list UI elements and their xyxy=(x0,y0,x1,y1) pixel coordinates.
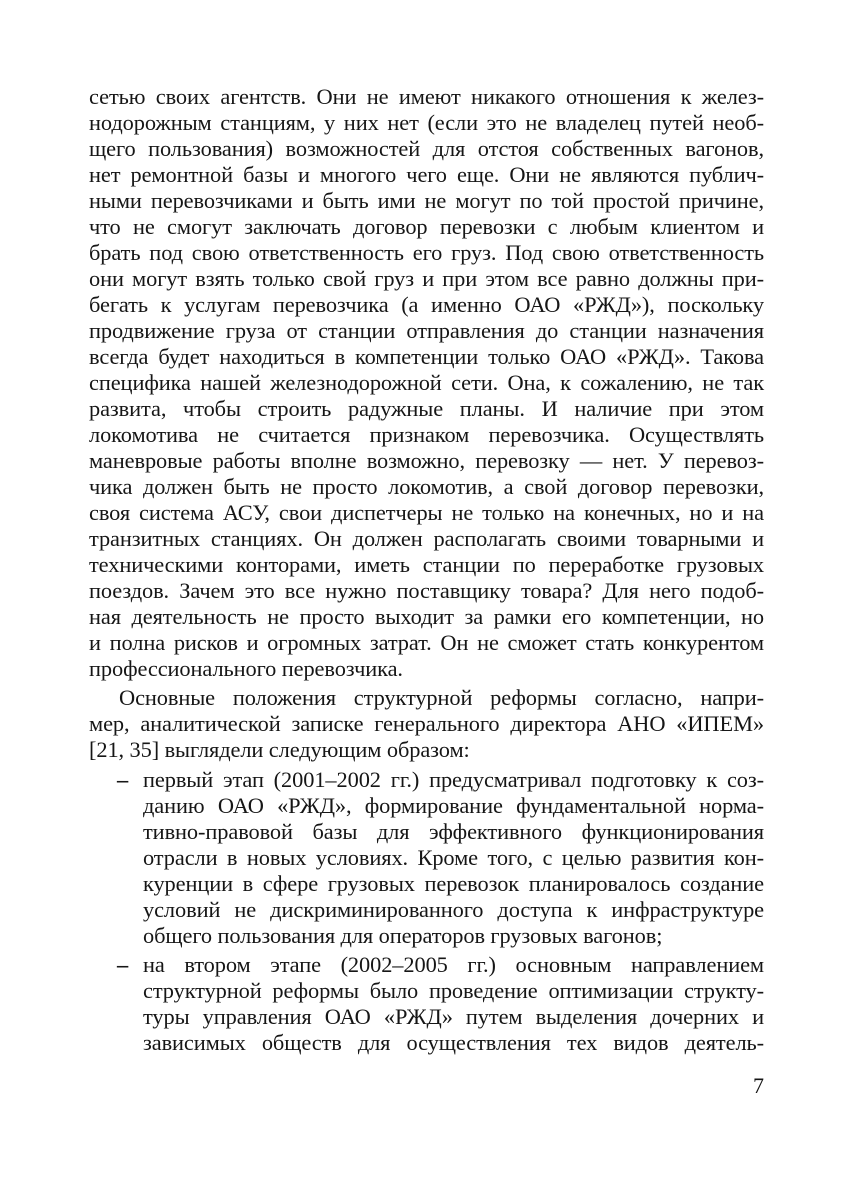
text-line: ная деятельность не просто выходит за рамки его компетенции, но xyxy=(89,604,764,629)
text-line: транзитных станциях. Он должен располагать своими товарными и xyxy=(89,526,764,551)
text-line: чика должен быть не просто локомотив, а свой договор перевозки, xyxy=(89,474,764,499)
text-line: всегда будет находиться в компетенции только ОАО «РЖД». Такова xyxy=(89,344,764,369)
text-line: ными перевозчиками и быть ими не могут по той простой причине, xyxy=(89,188,764,213)
text-line: они могут взять только свой груз и при этом все равно должны при- xyxy=(89,266,764,291)
text-line: своя система АСУ, свои диспетчеры не только на конечных, но и на xyxy=(89,500,764,525)
text-line: развита, чтобы строить радужные планы. И наличие при этом xyxy=(89,396,764,421)
text-line: специфика нашей железнодорожной сети. Она, к сожалению, не так xyxy=(89,370,764,395)
text-line: брать под свою ответственность его груз. Под свою ответственность xyxy=(89,240,764,265)
text-line: продвижение груза от станции отправления до станции назначения xyxy=(89,318,764,343)
text-line: что не смогут заключать договор перевозки с любым клиентом и xyxy=(89,214,764,239)
text-line: отрасли в новых условиях. Кроме того, с целью развития кон- xyxy=(143,845,764,870)
dash-marker: – xyxy=(117,767,129,792)
text-line: на втором этапе (2002–2005 гг.) основным направлением xyxy=(143,952,764,977)
dash-marker: – xyxy=(117,952,129,977)
text-line: туры управления ОАО «РЖД» путем выделения дочерних и xyxy=(143,1004,764,1029)
text-line: первый этап (2001–2002 гг.) предусматривал подготовку к соз- xyxy=(143,767,764,792)
text-line: щего пользования) возможностей для отстоя собственных вагонов, xyxy=(89,136,764,161)
text-line: мер, аналитической записке генерального директора АНО «ИПЕМ» xyxy=(89,711,764,736)
text-line: бегать к услугам перевозчика (а именно ОАО «РЖД»), поскольку xyxy=(89,292,764,317)
text-line: тивно-правовой базы для эффективного функционирования xyxy=(143,819,764,844)
text-line: локомотива не считается признаком перевозчика. Осуществлять xyxy=(89,422,764,447)
text-line: маневровые работы вполне возможно, перевозку — нет. У перевоз- xyxy=(89,448,764,473)
text-line: профессионального перевозчика. xyxy=(89,656,403,681)
text-line: условий не дискриминированного доступа к инфраструктуре xyxy=(143,897,764,922)
text-line: нет ремонтной базы и многого чего еще. Они не являются публич- xyxy=(89,162,764,187)
text-line: Основные положения структурной реформы согласно, напри- xyxy=(119,685,764,710)
text-line: [21, 35] выглядели следующим образом: xyxy=(89,737,470,762)
text-line: сетью своих агентств. Они не имеют никакого отношения к желез- xyxy=(89,84,764,109)
text-line: данию ОАО «РЖД», формирование фундаментальной норма- xyxy=(143,793,764,818)
text-line: структурной реформы было проведение оптимизации структу- xyxy=(143,978,764,1003)
text-line: поездов. Зачем это все нужно поставщику товара? Для него подоб- xyxy=(89,578,764,603)
text-line: зависимых обществ для осуществления тех видов деятель- xyxy=(143,1030,764,1055)
text-line: нодорожным станциям, у них нет (если это не владелец путей необ- xyxy=(89,110,764,135)
text-line: и полна рисков и огромных затрат. Он не сможет стать конкурентом xyxy=(89,630,764,655)
text-line: техническими конторами, иметь станции по переработке грузовых xyxy=(89,552,764,577)
page-number: 7 xyxy=(753,1073,764,1098)
text-line: куренции в сфере грузовых перевозок планировалось создание xyxy=(143,871,764,896)
text-line: общего пользования для операторов грузовых вагонов; xyxy=(143,923,663,948)
